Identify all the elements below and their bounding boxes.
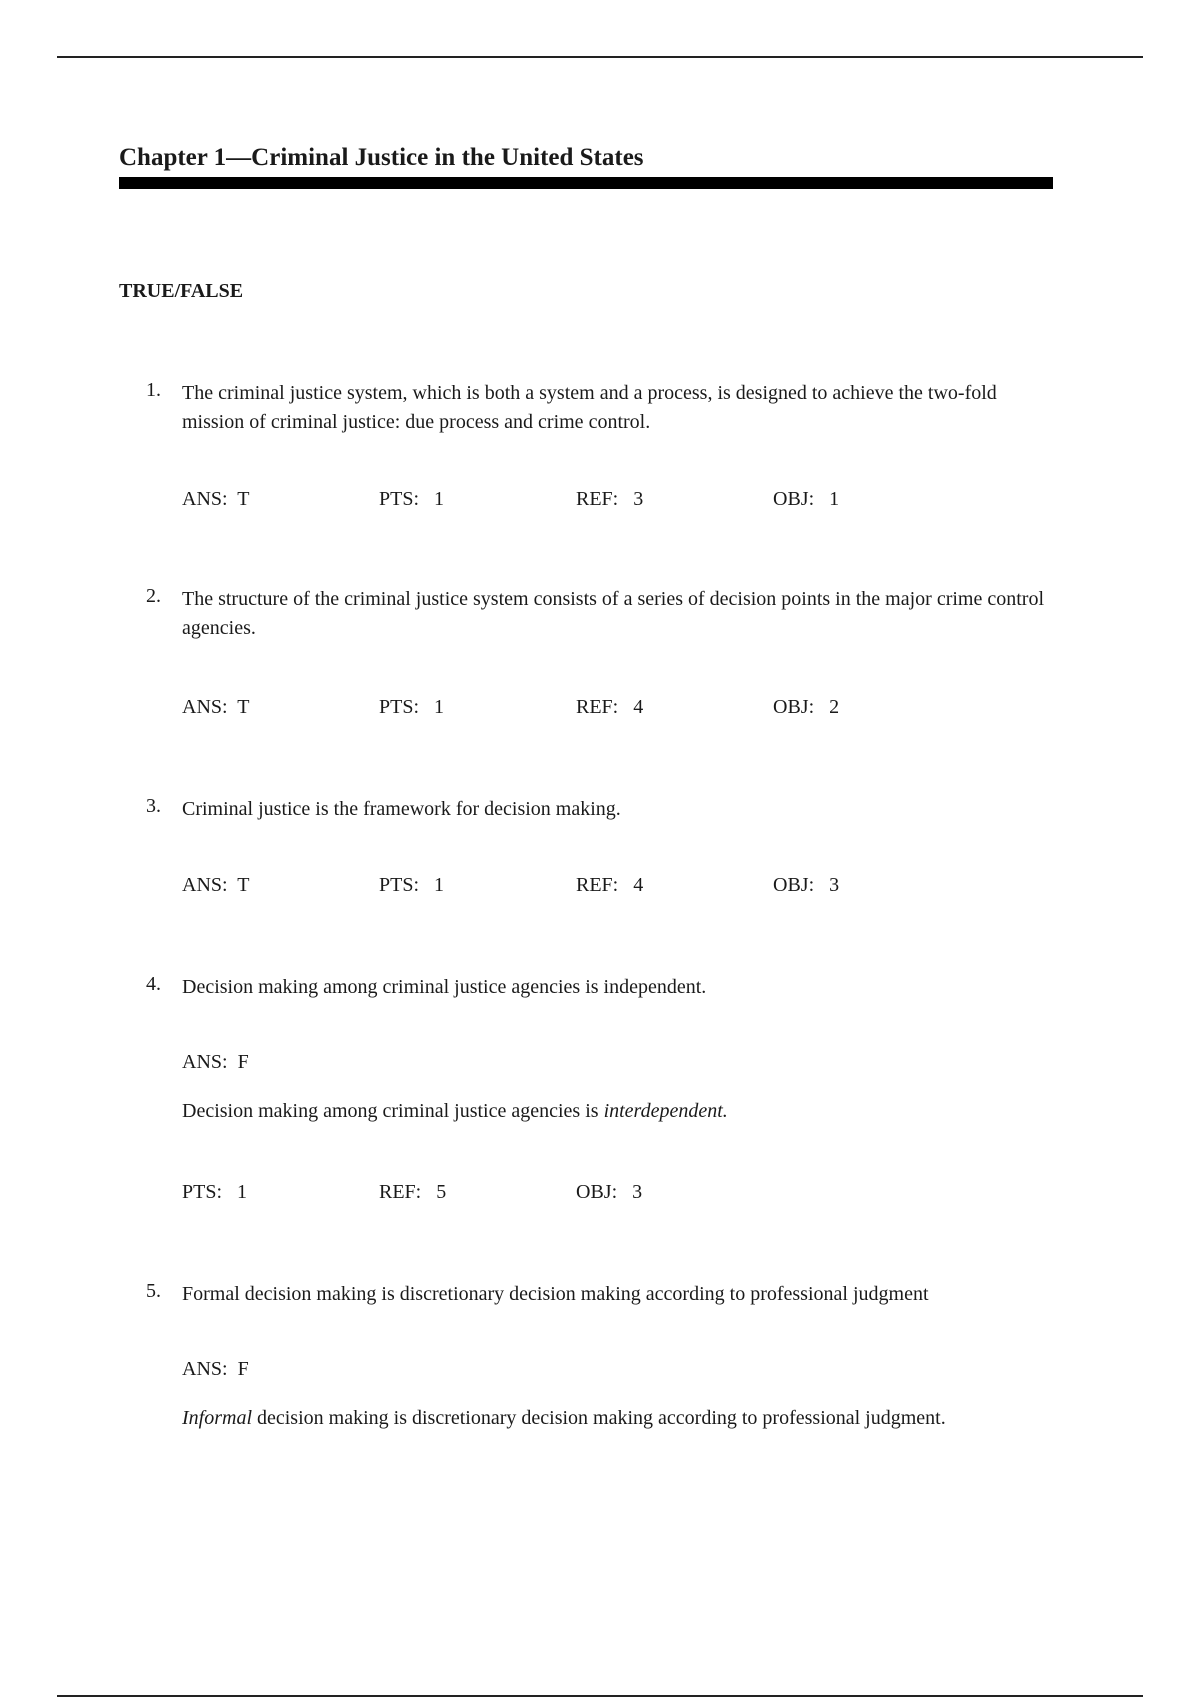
question-3-answer: ANS: T	[182, 874, 250, 896]
question-4-explanation-text: Decision making among criminal justice agencies is	[182, 1100, 604, 1122]
question-5-number: 5.	[146, 1280, 161, 1302]
question-3-text: Criminal justice is the framework for decision making.	[182, 798, 621, 820]
question-4-explanation-emphasis: interdependent.	[603, 1100, 728, 1122]
bottom-rule	[57, 1695, 1143, 1697]
question-1-text: The criminal justice system, which is both a system and a process, is designed to achieve the two-fold mission of criminal justice: due process and crime control.	[182, 382, 997, 433]
question-1-answer: ANS: T	[182, 488, 250, 510]
question-2-reference: REF: 4	[576, 696, 644, 718]
chapter-title-bar	[119, 177, 1053, 189]
question-2-number: 2.	[146, 585, 161, 607]
question-5-answer: ANS: F	[182, 1358, 249, 1380]
section-heading: TRUE/FALSE	[119, 280, 244, 302]
question-3-points: PTS: 1	[379, 874, 445, 896]
question-2-points: PTS: 1	[379, 696, 445, 718]
chapter-title: Chapter 1—Criminal Justice in the United States	[119, 144, 644, 171]
question-2-text: The structure of the criminal justice system consists of a series of decision points in the major crime control agencies.	[182, 588, 1045, 639]
question-4-reference: REF: 5	[379, 1181, 447, 1203]
question-3-reference: REF: 4	[576, 874, 644, 896]
question-5-explanation	[182, 1407, 1062, 1430]
question-1-points: PTS: 1	[379, 488, 445, 510]
question-4-objective: OBJ: 3	[576, 1181, 643, 1203]
question-5-text: Formal decision making is discretionary decision making according to professional judgment	[182, 1283, 929, 1305]
question-3-objective: OBJ: 3	[773, 874, 840, 896]
question-4-answer: ANS: F	[182, 1051, 249, 1073]
question-4-text: Decision making among criminal justice agencies is independent.	[182, 976, 707, 998]
question-1-reference: REF: 3	[576, 488, 644, 510]
top-rule	[57, 56, 1143, 58]
question-2-answer: ANS: T	[182, 696, 250, 718]
question-2-objective: OBJ: 2	[773, 696, 840, 718]
question-5-explanation-emphasis: Informal	[182, 1407, 252, 1429]
question-4-points: PTS: 1	[182, 1181, 248, 1203]
question-5-explanation-text: decision making is discretionary decision making according to professional judgment.	[252, 1407, 946, 1429]
question-3-number: 3.	[146, 795, 161, 817]
question-4-explanation	[182, 1100, 1062, 1123]
question-1-objective: OBJ: 1	[773, 488, 840, 510]
question-1-number: 1.	[146, 379, 161, 401]
question-4-number: 4.	[146, 973, 161, 995]
